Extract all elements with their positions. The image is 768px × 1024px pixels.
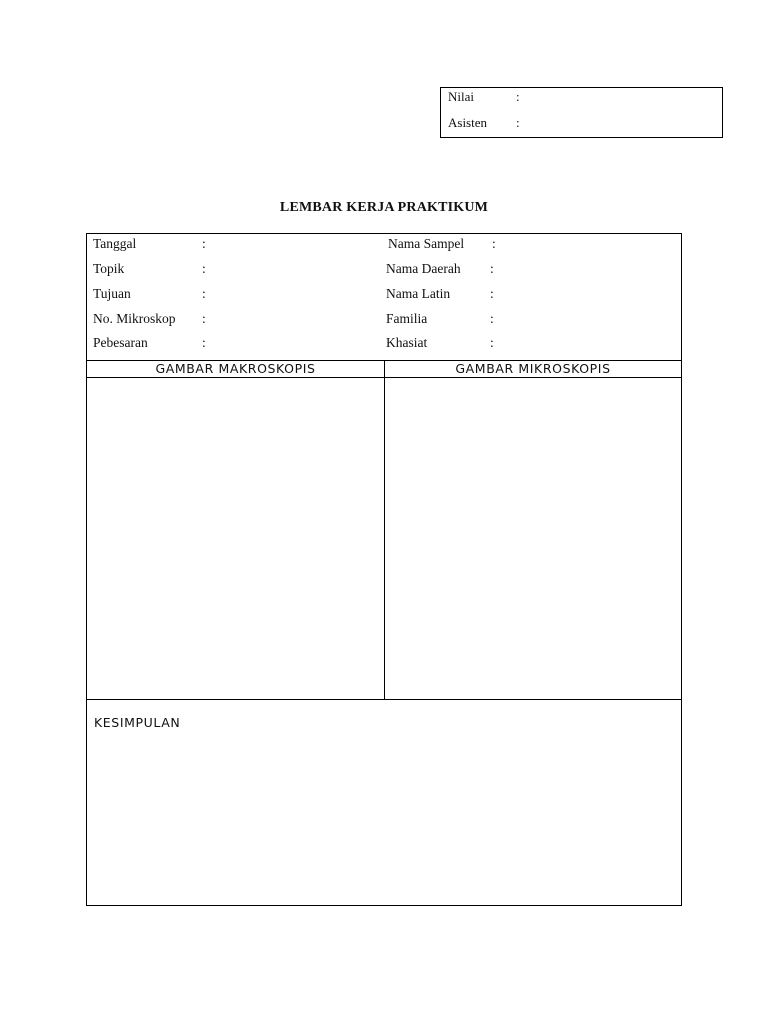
grade-box bbox=[440, 87, 723, 138]
field-colon: : bbox=[202, 261, 206, 276]
mikroskopis-header: GAMBAR MIKROSKOPIS bbox=[385, 360, 681, 378]
field-label: Nama Latin bbox=[386, 286, 451, 301]
asisten-colon: : bbox=[516, 115, 520, 130]
field-colon: : bbox=[490, 335, 494, 350]
makroskopis-drawing-area bbox=[87, 378, 385, 699]
field-colon: : bbox=[490, 261, 494, 276]
info-block bbox=[87, 234, 681, 361]
page-title: LEMBAR KERJA PRAKTIKUM bbox=[279, 200, 489, 215]
field-label: Familia bbox=[386, 311, 428, 326]
field-colon: : bbox=[202, 311, 206, 326]
nilai-label: Nilai bbox=[448, 89, 474, 104]
field-label: Tujuan bbox=[93, 286, 131, 301]
field-label: Topik bbox=[93, 261, 125, 276]
makroskopis-header: GAMBAR MAKROSKOPIS bbox=[87, 360, 385, 378]
field-label: Tanggal bbox=[93, 236, 137, 251]
field-colon: : bbox=[202, 335, 206, 350]
field-label: No. Mikroskop bbox=[93, 311, 176, 326]
field-label: Pebesaran bbox=[93, 335, 148, 350]
field-colon: : bbox=[490, 311, 494, 326]
kesimpulan-section bbox=[87, 699, 681, 906]
field-colon: : bbox=[202, 286, 206, 301]
field-label: Khasiat bbox=[386, 335, 428, 350]
nilai-colon: : bbox=[516, 89, 520, 104]
field-colon: : bbox=[492, 236, 496, 251]
field-colon: : bbox=[490, 286, 494, 301]
asisten-label: Asisten bbox=[448, 115, 487, 130]
mikroskopis-drawing-area bbox=[385, 378, 681, 699]
field-label: Nama Daerah bbox=[386, 261, 461, 276]
field-colon: : bbox=[202, 236, 206, 251]
field-label: Nama Sampel bbox=[388, 236, 465, 251]
worksheet-table bbox=[86, 233, 682, 906]
kesimpulan-label: KESIMPULAN bbox=[94, 715, 181, 730]
